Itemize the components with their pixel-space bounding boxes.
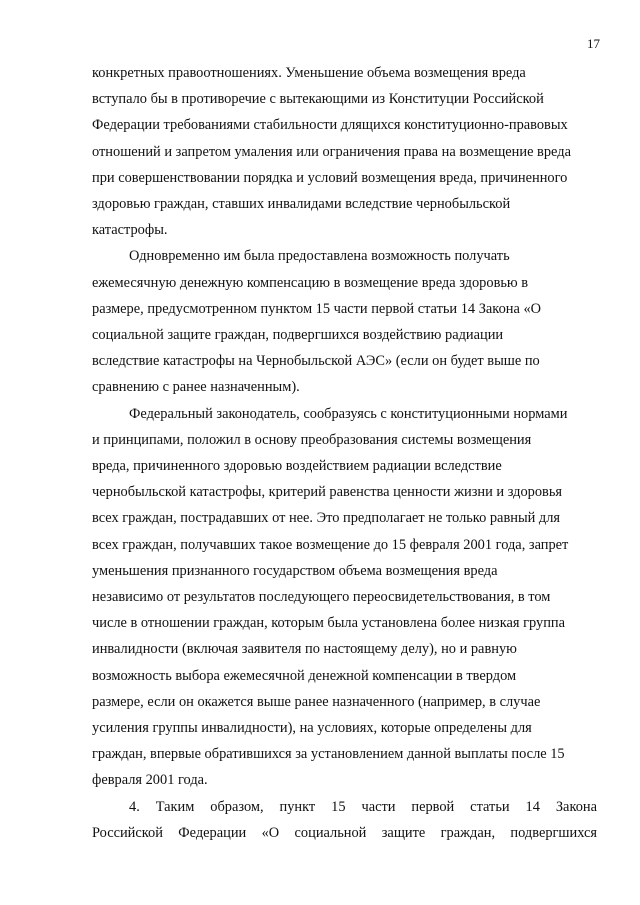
- text-line: ежемесячную денежную компенсацию в возмещение вреда здоровью в: [92, 274, 529, 291]
- text-line: Одновременно им была предоставлена возможность получать: [129, 248, 510, 265]
- paragraph-p3: [92, 401, 597, 794]
- body-text: [92, 60, 597, 846]
- text-line: конкретных правоотношениях. Уменьшение объема возмещения вреда: [92, 65, 526, 81]
- text-line: здоровью граждан, ставших инвалидами вследствие чернобыльской: [92, 196, 511, 213]
- text-line: и принципами, положил в основу преобразования системы возмещения: [92, 431, 532, 448]
- text-line: всех граждан, пострадавших от нее. Это предполагает не только равный для: [92, 510, 561, 527]
- text-line: уменьшения признанного государством объема возмещения вреда: [92, 562, 498, 579]
- text-line: всех граждан, получавших такое возмещение до 15 февраля 2001 года, запрет: [92, 536, 569, 553]
- text-line: вследствие катастрофы на Чернобыльской АЭС» (если он будет выше по: [92, 353, 540, 370]
- text-line: вступало бы в противоречие с вытекающими из Конституции Российской: [92, 91, 544, 108]
- text-line: размере, предусмотренном пунктом 15 части первой статьи 14 Закона «О: [92, 300, 542, 317]
- text-line: независимо от результатов последующего переосвидетельствования, в том: [92, 589, 551, 606]
- text-line: сравнению с ранее назначенным).: [92, 379, 300, 396]
- text-line: отношений и запретом умаления или ограничения права на возмещение вреда: [92, 143, 571, 160]
- text-line: социальной защите граждан, подвергшихся воздействию радиации: [92, 327, 504, 344]
- text-line: числе в отношении граждан, которым была установлена более низкая группа: [92, 615, 565, 632]
- page-number: 17: [587, 36, 600, 51]
- text-line: усиления группы инвалидности), на условиях, которые определены для: [92, 720, 532, 737]
- text-line: при совершенствовании порядка и условий возмещения вреда, причиненного: [92, 169, 568, 186]
- text-line: Российской Федерации «О социальной защите граждан, подвергшихся: [92, 824, 597, 841]
- text-line: граждан, впервые обратившихся за установлением данной выплаты после 15: [92, 746, 565, 763]
- text-line: 4. Таким образом, пункт 15 части первой статьи 14 Закона: [129, 798, 597, 815]
- text-line: Федеральный законодатель, сообразуясь с конституционными нормами: [129, 405, 568, 422]
- text-line: размере, если он окажется выше ранее назначенного (например, в случае: [92, 693, 541, 710]
- paragraph-p1: [92, 60, 597, 243]
- text-line: чернобыльской катастрофы, критерий равенства ценности жизни и здоровья: [92, 484, 563, 501]
- text-line: катастрофы.: [92, 222, 168, 239]
- text-line: Федерации требованиями стабильности длящихся конституционно-правовых: [92, 117, 568, 134]
- text-line: февраля 2001 года.: [92, 772, 208, 789]
- text-line: возможность выбора ежемесячной денежной компенсации в твердом: [92, 667, 517, 684]
- paragraph-p2: [92, 243, 597, 400]
- text-line: инвалидности (включая заявителя по настоящему делу), но и равную: [92, 641, 517, 658]
- text-line: вреда, причиненного здоровью воздействием радиации вследствие: [92, 458, 502, 475]
- paragraph-p4: [92, 794, 597, 846]
